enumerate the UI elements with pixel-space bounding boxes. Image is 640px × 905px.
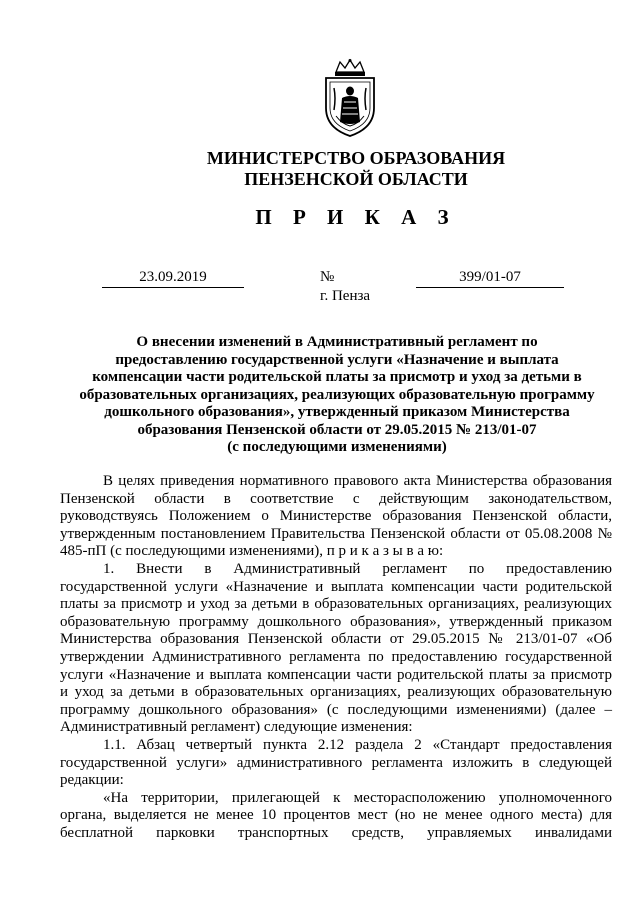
ministry-name-line1: МИНИСТЕРСТВО ОБРАЗОВАНИЯ xyxy=(206,148,506,168)
body-line: органа, выделяется не менее 10 процентов мест (но не менее одного места) для xyxy=(60,807,612,824)
body-line: В целях приведения нормативного правового акта Министерства образования xyxy=(103,473,612,489)
title-line: (с последующими изменениями) xyxy=(227,439,447,455)
body-line: и уход за детьми в образовательных организациях, реализующих образовательную xyxy=(60,684,612,701)
title-line: дошкольного образования», утвержденный приказом Министерства xyxy=(104,404,570,420)
title-line: образования Пензенской области от 29.05.2015 № 213/01-07 xyxy=(137,421,537,438)
order-city: г. Пенза xyxy=(320,288,371,304)
body-line: Пензенской области в соответствие с действующим законодательством, xyxy=(60,490,612,507)
body-line: 1.1. Абзац четвертый пункта 2.12 раздела 2 «Стандарт предоставления xyxy=(103,736,612,753)
body-line: программу дошкольного образования» (с последующими изменениями) (далее – xyxy=(60,701,612,718)
body-line: руководствуясь Положением о Министерстве образования Пензенской области, xyxy=(60,508,612,525)
order-title xyxy=(60,334,614,457)
order-date: 23.09.2019 xyxy=(102,268,244,288)
document-type-title: П Р И К А З xyxy=(255,205,457,229)
body-line: образовательную программу дошкольного образования», утвержденный приказом xyxy=(60,613,612,630)
number-sign: № xyxy=(320,269,335,285)
title-line: компенсации части родительской платы за присмотр и уход за детьми в xyxy=(92,369,582,385)
body-line: 485-пП (с последующими изменениями), п р и к а з ы в а ю: xyxy=(60,543,444,560)
body-line: государственной услуги «Назначение и выплата компенсации части родительской xyxy=(60,578,612,595)
body-line: редакции: xyxy=(60,772,124,789)
body-line: Административный регламент) следующие изменения: xyxy=(60,719,413,736)
order-body xyxy=(60,473,612,842)
body-line: утвержденным постановлением Правительства Пензенской области от 05.08.2008 № xyxy=(60,525,612,542)
body-line: платы за присмотр и уход за детьми в образовательных организациях, реализующих xyxy=(60,596,612,613)
coat-of-arms-icon xyxy=(318,58,382,138)
ministry-name-line2: ПЕНЗЕНСКОЙ ОБЛАСТИ xyxy=(244,169,468,189)
title-line: предоставлению государственной услуги «Назначение и выплата xyxy=(115,351,559,368)
body-line: «На территории, прилегающей к месторасположению уполномоченного xyxy=(103,789,612,806)
body-line: государственной услуги» административного регламента изложить в следующей xyxy=(60,754,612,771)
order-number: 399/01-07 xyxy=(416,268,564,288)
body-line: утверждении Административного регламента по предоставлению государственной xyxy=(60,648,612,665)
body-line: бесплатной парковки транспортных средств, управляемых инвалидами xyxy=(60,824,612,841)
body-line: Министерства образования Пензенской области от 29.05.2015 № 213/01-07 «Об xyxy=(60,631,612,648)
title-line: образовательных организациях, реализующих образовательную программу xyxy=(79,386,595,403)
body-line: услуги «Назначение и выплата компенсации части родительской платы за присмотр xyxy=(60,666,612,683)
title-line: О внесении изменений в Административный регламент по xyxy=(136,334,538,350)
body-line: 1. Внести в Административный регламент по предоставлению xyxy=(103,560,612,577)
